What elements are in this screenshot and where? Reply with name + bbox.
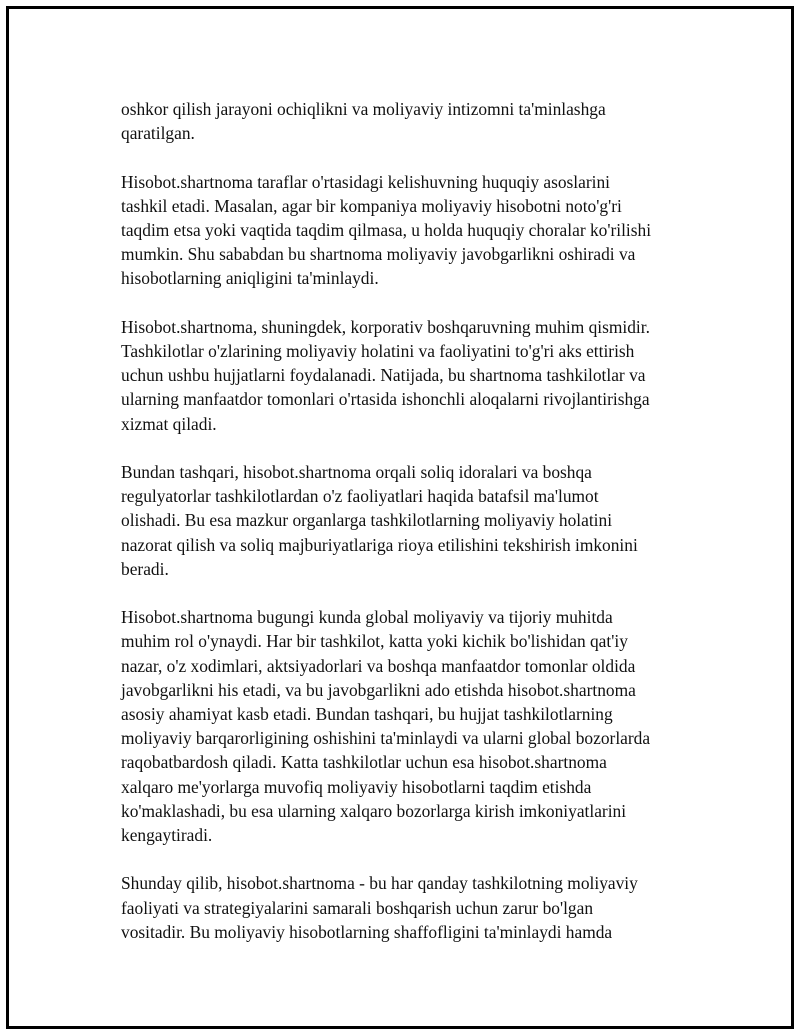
text-line: nazorat qilish va soliq majburiyatlariga rioya etilishini tekshirish imkonini (121, 534, 638, 555)
text-line: mumkin. Shu sababdan bu shartnoma moliyaviy javobgarlikni oshiradi va (121, 244, 636, 265)
text-line: xalqaro me'yorlarga muvofiq moliyaviy hisobotlarni taqdim etishda (121, 776, 592, 797)
text-line: xizmat qiladi. (121, 413, 217, 434)
text-line: Hisobot.shartnoma bugungi kunda global moliyaviy va tijoriy muhitda (121, 607, 613, 628)
text-line: ularning manfaatdor tomonlari o'rtasida ishonchli aloqalarni rivojlantirishga (121, 389, 650, 410)
document-body (121, 97, 711, 968)
page-frame (6, 6, 794, 1029)
text-line: kengaytiradi. (121, 825, 213, 846)
text-line: javobgarlikni his etadi, va bu javobgarlikni ado etishda hisobot.shartnoma (121, 679, 636, 700)
paragraph-4 (121, 460, 711, 581)
text-line: hisobotlarning aniqligini ta'minlaydi. (121, 268, 379, 289)
text-line: vositadir. Bu moliyaviy hisobotlarning shaffofligini ta'minlaydi hamda (121, 921, 613, 942)
text-line: raqobatbardosh qiladi. Katta tashkilotlar uchun esa hisobot.shartnoma (121, 752, 607, 773)
paragraph-3 (121, 315, 711, 436)
text-line: ko'maklashadi, bu esa ularning xalqaro bozorlarga kirish imkoniyatlarini (121, 800, 627, 821)
text-line: faoliyati va strategiyalarini samarali boshqarish uchun zarur bo'lgan (121, 897, 594, 918)
text-line: beradi. (121, 558, 169, 579)
text-line: asosiy ahamiyat kasb etadi. Bundan tashqari, bu hujjat tashkilotlarning (121, 704, 613, 725)
text-line: Hisobot.shartnoma, shuningdek, korporativ boshqaruvning muhim qismidir. (121, 316, 650, 337)
text-line: uchun ushbu hujjatlarni foydalanadi. Natijada, bu shartnoma tashkilotlar va (121, 365, 646, 386)
text-line: Hisobot.shartnoma taraflar o'rtasidagi kelishuvning huquqiy asoslarini (121, 171, 611, 192)
text-line: Bundan tashqari, hisobot.shartnoma orqali soliq idoralari va boshqa (121, 462, 592, 482)
text-line: muhim rol o'ynaydi. Har bir tashkilot, katta yoki kichik bo'lishidan qat'iy (121, 631, 628, 652)
text-line: regulyatorlar tashkilotlardan o'z faoliyatlari haqida batafsil ma'lumot (121, 486, 599, 507)
text-line: olishadi. Bu esa mazkur organlarga tashkilotlarning moliyaviy holatini (121, 510, 613, 531)
paragraph-6 (121, 871, 711, 944)
text-line: Shunday qilib, hisobot.shartnoma - bu har qanday tashkilotning moliyaviy (121, 873, 638, 894)
paragraph-2 (121, 170, 711, 291)
text-line: tashkil etadi. Masalan, agar bir kompaniya moliyaviy hisobotni noto'g'ri (121, 195, 622, 216)
paragraph-1 (121, 97, 711, 145)
text-line: Tashkilotlar o'zlarining moliyaviy holatini va faoliyatini to'g'ri aks ettirish (121, 341, 635, 361)
text-line: qaratilgan. (121, 123, 195, 144)
text-line: nazar, o'z xodimlari, aktsiyadorlari va boshqa manfaatdor tomonlar oldida (121, 655, 636, 676)
paragraph-5 (121, 605, 711, 847)
text-line: taqdim etsa yoki vaqtida taqdim qilmasa, u holda huquqiy choralar ko'rilishi (121, 220, 652, 240)
text-line: moliyaviy barqarorligining oshishini ta'minlaydi va ularni global bozorlarda (121, 728, 651, 749)
text-line: oshkor qilish jarayoni ochiqlikni va moliyaviy intizomni ta'minlashga (121, 99, 606, 119)
